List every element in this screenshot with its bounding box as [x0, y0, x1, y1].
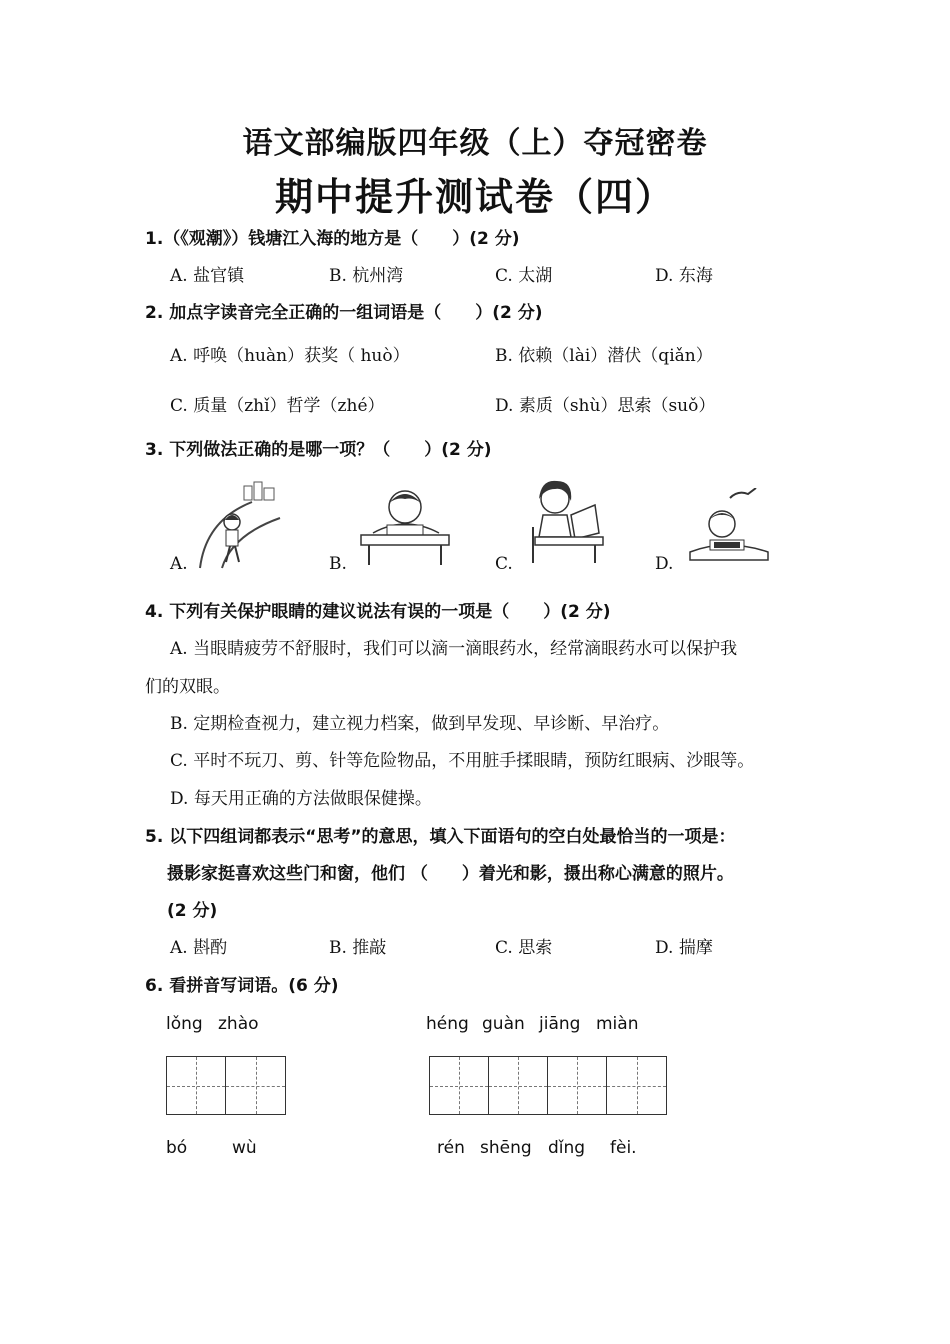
q1-option-a: A. 盐官镇	[170, 266, 245, 286]
q5-option-a: A. 斟酌	[170, 938, 228, 958]
pinyin-3b: wù	[232, 1138, 257, 1158]
girl-reading-at-desk-illustration	[525, 475, 607, 567]
writing-cell[interactable]	[167, 1057, 226, 1114]
writing-grid-1[interactable]	[166, 1056, 286, 1115]
q2-option-c: C. 质量（zhǐ）哲学（zhé）	[170, 396, 385, 416]
q5-option-d: D. 揣摩	[655, 938, 713, 958]
q2-option-d: D. 素质（shù）思索（suǒ）	[495, 396, 716, 416]
q5-option-c: C. 思索	[495, 938, 553, 958]
question-2: 2. 加点字读音完全正确的一组词语是（ ）(2 分)	[145, 303, 543, 323]
q3-option-d: D.	[655, 554, 674, 574]
q4-option-a-line2: 们的双眼。	[145, 677, 230, 697]
q4-option-b: B. 定期检查视力，建立视力档案，做到早发现、早诊断、早治疗。	[170, 714, 670, 734]
pinyin-4c: dǐng	[548, 1138, 586, 1158]
q3-option-b: B.	[329, 554, 347, 574]
q3-option-c: C.	[495, 554, 513, 574]
q1-option-c: C. 太湖	[495, 266, 553, 286]
boy-writing-at-desk-illustration	[355, 485, 455, 567]
q5-points: (2 分)	[167, 901, 218, 921]
q1-option-b: B. 杭州湾	[329, 266, 404, 286]
exam-title: 期中提升测试卷（四）	[274, 174, 675, 219]
pinyin-4b: shēng	[480, 1138, 532, 1158]
q5-sentence: 摄影家挺喜欢这些门和窗，他们 （ ）着光和影，摄出称心满意的照片。	[167, 864, 734, 884]
boy-walking-reading-illustration	[192, 480, 284, 570]
q4-option-d: D. 每天用正确的方法做眼保健操。	[170, 789, 432, 809]
pinyin-4a: rén	[437, 1138, 465, 1158]
question-5: 5. 以下四组词都表示“思考”的意思，填入下面语句的空白处最恰当的一项是：	[145, 827, 736, 847]
q5-option-b: B. 推敲	[329, 938, 387, 958]
writing-cell[interactable]	[489, 1057, 548, 1114]
q2-option-b: B. 依赖（lài）潜伏（qiǎn）	[495, 346, 713, 366]
q4-option-a-line1: A. 当眼睛疲劳不舒服时，我们可以滴一滴眼药水，经常滴眼药水可以保护我	[170, 639, 738, 659]
question-3: 3. 下列做法正确的是哪一项？（ ）(2 分)	[145, 440, 492, 460]
q4-option-c: C. 平时不玩刀、剪、针等危险物品，不用脏手揉眼睛，预防红眼病、沙眼等。	[170, 751, 755, 771]
boy-lying-reading-illustration	[686, 488, 772, 566]
pinyin-4d: fèi.	[610, 1138, 637, 1158]
question-4: 4. 下列有关保护眼睛的建议说法有误的一项是（ ）(2 分)	[145, 602, 611, 622]
question-1: 1.（《观潮》）钱塘江入海的地方是（ ）(2 分)	[145, 229, 520, 249]
writing-cell[interactable]	[430, 1057, 489, 1114]
writing-cell[interactable]	[548, 1057, 607, 1114]
pinyin-2d: miàn	[596, 1014, 639, 1034]
pinyin-2a: héng	[426, 1014, 469, 1034]
pinyin-1a: lǒng	[166, 1014, 203, 1034]
q2-option-a: A. 呼唤（huàn）获奖（ huò）	[170, 346, 410, 366]
writing-grid-2[interactable]	[429, 1056, 667, 1115]
question-6: 6. 看拼音写词语。(6 分)	[145, 976, 339, 996]
q3-option-a: A.	[170, 554, 188, 574]
pinyin-3a: bó	[166, 1138, 188, 1158]
writing-cell[interactable]	[607, 1057, 666, 1114]
writing-cell[interactable]	[226, 1057, 285, 1114]
pinyin-1b: zhào	[218, 1014, 259, 1034]
document-title: 语文部编版四年级（上）夺冠密卷	[242, 126, 708, 161]
pinyin-2c: jiāng	[539, 1014, 581, 1034]
pinyin-2b: guàn	[482, 1014, 525, 1034]
q1-option-d: D. 东海	[655, 266, 713, 286]
